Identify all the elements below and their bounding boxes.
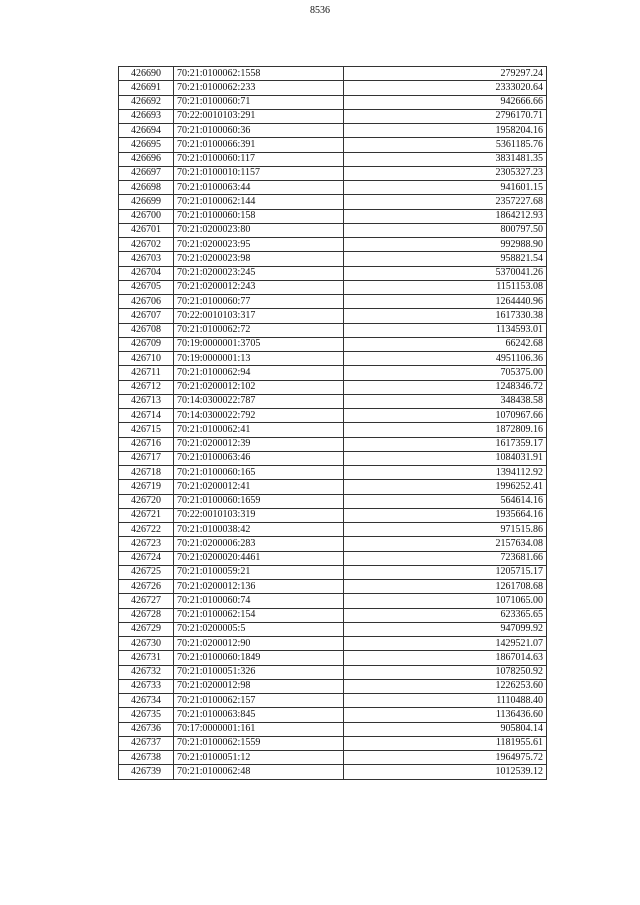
cadastral-number-cell: 70:21:0100038:42: [174, 523, 344, 537]
row-number-cell: 426708: [119, 323, 174, 337]
row-number-cell: 426732: [119, 665, 174, 679]
cadastral-number-cell: 70:21:0100060:158: [174, 209, 344, 223]
cadastral-number-cell: 70:21:0100062:72: [174, 323, 344, 337]
table-row: [119, 565, 547, 579]
cadastral-number-cell: 70:21:0100060:36: [174, 124, 344, 138]
row-number-cell: 426720: [119, 494, 174, 508]
cadastral-number-cell: 70:21:0100062:154: [174, 608, 344, 622]
page-number: 8536: [310, 5, 330, 16]
cadastral-value-cell: 2796170.71: [344, 109, 547, 123]
table-row: [119, 352, 547, 366]
cadastral-number-cell: 70:21:0100063:46: [174, 451, 344, 465]
table-row: [119, 508, 547, 522]
cadastral-number-cell: 70:21:0100060:1849: [174, 651, 344, 665]
cadastral-value-cell: 905804.14: [344, 722, 547, 736]
row-number-cell: 426704: [119, 266, 174, 280]
cadastral-value-cell: 1248346.72: [344, 380, 547, 394]
cadastral-value-cell: 1429521.07: [344, 637, 547, 651]
table-row: [119, 366, 547, 380]
cadastral-number-cell: 70:21:0200012:136: [174, 580, 344, 594]
cadastral-value-cell: 1134593.01: [344, 323, 547, 337]
row-number-cell: 426695: [119, 138, 174, 152]
row-number-cell: 426714: [119, 409, 174, 423]
cadastral-value-cell: 1078250.92: [344, 665, 547, 679]
table-row: [119, 751, 547, 765]
table-row: [119, 138, 547, 152]
cadastral-value-cell: 1151153.08: [344, 280, 547, 294]
cadastral-value-cell: 2305327.23: [344, 166, 547, 180]
row-number-cell: 426703: [119, 252, 174, 266]
cadastral-number-cell: 70:21:0100062:144: [174, 195, 344, 209]
table-row: [119, 223, 547, 237]
table-row: [119, 337, 547, 351]
table-row: [119, 166, 547, 180]
cadastral-number-cell: 70:21:0100051:326: [174, 665, 344, 679]
cadastral-value-cell: 723681.66: [344, 551, 547, 565]
table-row: [119, 736, 547, 750]
row-number-cell: 426707: [119, 309, 174, 323]
cadastral-value-cell: 1964975.72: [344, 751, 547, 765]
cadastral-value-cell: 1205715.17: [344, 565, 547, 579]
table-row: [119, 380, 547, 394]
cadastral-number-cell: 70:21:0100059:21: [174, 565, 344, 579]
cadastral-number-cell: 70:21:0200023:95: [174, 238, 344, 252]
table-row: [119, 765, 547, 779]
cadastral-value-cell: 1084031.91: [344, 451, 547, 465]
cadastral-number-cell: 70:21:0200012:90: [174, 637, 344, 651]
table-row: [119, 409, 547, 423]
table-row: [119, 95, 547, 109]
cadastral-number-cell: 70:21:0100062:1558: [174, 67, 344, 81]
cadastral-value-cell: 1958204.16: [344, 124, 547, 138]
cadastral-value-cell: 947099.92: [344, 622, 547, 636]
row-number-cell: 426739: [119, 765, 174, 779]
table-row: [119, 81, 547, 95]
row-number-cell: 426699: [119, 195, 174, 209]
cadastral-value-cell: 1261708.68: [344, 580, 547, 594]
table-row: [119, 708, 547, 722]
cadastral-value-cell: 1181955.61: [344, 736, 547, 750]
row-number-cell: 426723: [119, 537, 174, 551]
table-row: [119, 722, 547, 736]
table-row: [119, 694, 547, 708]
table-row: [119, 309, 547, 323]
cadastral-value-cell: 1935664.16: [344, 508, 547, 522]
table-row: [119, 679, 547, 693]
row-number-cell: 426735: [119, 708, 174, 722]
cadastral-number-cell: 70:21:0100060:77: [174, 295, 344, 309]
cadastral-value-cell: 5361185.76: [344, 138, 547, 152]
table-row: [119, 67, 547, 81]
row-number-cell: 426715: [119, 423, 174, 437]
table-row: [119, 537, 547, 551]
cadastral-value-cell: 66242.68: [344, 337, 547, 351]
row-number-cell: 426694: [119, 124, 174, 138]
cadastral-number-cell: 70:21:0200023:80: [174, 223, 344, 237]
table-row: [119, 124, 547, 138]
table-row: [119, 209, 547, 223]
table-row: [119, 551, 547, 565]
table-row: [119, 651, 547, 665]
row-number-cell: 426717: [119, 451, 174, 465]
cadastral-number-cell: 70:21:0100062:41: [174, 423, 344, 437]
cadastral-number-cell: 70:21:0100066:391: [174, 138, 344, 152]
row-number-cell: 426696: [119, 152, 174, 166]
cadastral-number-cell: 70:19:0000001:13: [174, 352, 344, 366]
table-row: [119, 423, 547, 437]
cadastral-value-cell: 1867014.63: [344, 651, 547, 665]
cadastral-value-cell: 623365.65: [344, 608, 547, 622]
row-number-cell: 426693: [119, 109, 174, 123]
cadastral-value-cell: 279297.24: [344, 67, 547, 81]
row-number-cell: 426706: [119, 295, 174, 309]
cadastral-value-cell: 1394112.92: [344, 466, 547, 480]
cadastral-value-cell: 348438.58: [344, 394, 547, 408]
table-row: [119, 466, 547, 480]
row-number-cell: 426691: [119, 81, 174, 95]
cadastral-value-cell: 1617359.17: [344, 437, 547, 451]
row-number-cell: 426725: [119, 565, 174, 579]
cadastral-number-cell: 70:21:0200020:4461: [174, 551, 344, 565]
cadastral-value-cell: 958821.54: [344, 252, 547, 266]
row-number-cell: 426702: [119, 238, 174, 252]
table-row: [119, 394, 547, 408]
cadastral-value-cell: 971515.86: [344, 523, 547, 537]
table-row: [119, 594, 547, 608]
table-row: [119, 494, 547, 508]
row-number-cell: 426716: [119, 437, 174, 451]
row-number-cell: 426731: [119, 651, 174, 665]
row-number-cell: 426709: [119, 337, 174, 351]
cadastral-number-cell: 70:14:0300022:792: [174, 409, 344, 423]
cadastral-value-cell: 2333020.64: [344, 81, 547, 95]
cadastral-number-cell: 70:21:0100060:117: [174, 152, 344, 166]
row-number-cell: 426711: [119, 366, 174, 380]
cadastral-number-cell: 70:21:0200012:102: [174, 380, 344, 394]
row-number-cell: 426719: [119, 480, 174, 494]
row-number-cell: 426730: [119, 637, 174, 651]
cadastral-number-cell: 70:21:0100060:71: [174, 95, 344, 109]
table-row: [119, 451, 547, 465]
cadastral-number-cell: 70:21:0200012:39: [174, 437, 344, 451]
row-number-cell: 426727: [119, 594, 174, 608]
cadastral-number-cell: 70:21:0100051:12: [174, 751, 344, 765]
cadastral-value-cell: 2157634.08: [344, 537, 547, 551]
table-row: [119, 295, 547, 309]
table-row: [119, 195, 547, 209]
cadastral-value-cell: 1872809.16: [344, 423, 547, 437]
cadastral-number-cell: 70:21:0100010:1157: [174, 166, 344, 180]
cadastral-value-cell: 1110488.40: [344, 694, 547, 708]
cadastral-value-cell: 1071065.00: [344, 594, 547, 608]
cadastral-number-cell: 70:21:0100063:845: [174, 708, 344, 722]
table-row: [119, 266, 547, 280]
row-number-cell: 426718: [119, 466, 174, 480]
cadastral-value-cell: 1012539.12: [344, 765, 547, 779]
cadastral-value-cell: 564614.16: [344, 494, 547, 508]
cadastral-number-cell: 70:14:0300022:787: [174, 394, 344, 408]
cadastral-number-cell: 70:22:0010103:317: [174, 309, 344, 323]
row-number-cell: 426713: [119, 394, 174, 408]
table-row: [119, 238, 547, 252]
row-number-cell: 426692: [119, 95, 174, 109]
cadastral-value-cell: 1226253.60: [344, 679, 547, 693]
table-row: [119, 252, 547, 266]
cadastral-number-cell: 70:21:0200012:98: [174, 679, 344, 693]
cadastral-number-cell: 70:19:0000001:3705: [174, 337, 344, 351]
table-row: [119, 580, 547, 594]
row-number-cell: 426724: [119, 551, 174, 565]
cadastral-value-cell: 1264440.96: [344, 295, 547, 309]
row-number-cell: 426705: [119, 280, 174, 294]
cadastral-number-cell: 70:21:0200023:245: [174, 266, 344, 280]
row-number-cell: 426728: [119, 608, 174, 622]
cadastral-number-cell: 70:21:0100060:165: [174, 466, 344, 480]
cadastral-number-cell: 70:21:0100062:48: [174, 765, 344, 779]
row-number-cell: 426738: [119, 751, 174, 765]
table-row: [119, 637, 547, 651]
cadastral-value-cell: 1864212.93: [344, 209, 547, 223]
row-number-cell: 426729: [119, 622, 174, 636]
row-number-cell: 426721: [119, 508, 174, 522]
cadastral-value-cell: 942666.66: [344, 95, 547, 109]
cadastral-value-cell: 4951106.36: [344, 352, 547, 366]
cadastral-value-cell: 992988.90: [344, 238, 547, 252]
row-number-cell: 426726: [119, 580, 174, 594]
row-number-cell: 426733: [119, 679, 174, 693]
row-number-cell: 426712: [119, 380, 174, 394]
cadastral-number-cell: 70:21:0200005:5: [174, 622, 344, 636]
table-row: [119, 608, 547, 622]
cadastral-number-cell: 70:17:0000001:161: [174, 722, 344, 736]
table-row: [119, 109, 547, 123]
table-body: [119, 67, 547, 780]
cadastral-number-cell: 70:21:0200023:98: [174, 252, 344, 266]
table-row: [119, 480, 547, 494]
cadastral-value-cell: 705375.00: [344, 366, 547, 380]
row-number-cell: 426697: [119, 166, 174, 180]
row-number-cell: 426710: [119, 352, 174, 366]
cadastral-number-cell: 70:22:0010103:319: [174, 508, 344, 522]
cadastral-value-cell: 1617330.38: [344, 309, 547, 323]
cadastral-number-cell: 70:21:0100062:233: [174, 81, 344, 95]
row-number-cell: 426736: [119, 722, 174, 736]
row-number-cell: 426698: [119, 181, 174, 195]
cadastral-number-cell: 70:21:0200012:41: [174, 480, 344, 494]
cadastral-number-cell: 70:21:0100060:74: [174, 594, 344, 608]
table-row: [119, 665, 547, 679]
row-number-cell: 426734: [119, 694, 174, 708]
cadastral-value-table: [118, 66, 547, 780]
row-number-cell: 426690: [119, 67, 174, 81]
row-number-cell: 426737: [119, 736, 174, 750]
row-number-cell: 426701: [119, 223, 174, 237]
cadastral-value-cell: 5370041.26: [344, 266, 547, 280]
cadastral-number-cell: 70:21:0200006:283: [174, 537, 344, 551]
cadastral-value-cell: 1136436.60: [344, 708, 547, 722]
cadastral-value-cell: 3831481.35: [344, 152, 547, 166]
table-row: [119, 622, 547, 636]
cadastral-number-cell: 70:21:0200012:243: [174, 280, 344, 294]
cadastral-number-cell: 70:21:0100062:157: [174, 694, 344, 708]
cadastral-number-cell: 70:21:0100060:1659: [174, 494, 344, 508]
table-row: [119, 181, 547, 195]
table-row: [119, 437, 547, 451]
cadastral-value-cell: 2357227.68: [344, 195, 547, 209]
table-row: [119, 523, 547, 537]
cadastral-value-cell: 941601.15: [344, 181, 547, 195]
cadastral-value-cell: 800797.50: [344, 223, 547, 237]
cadastral-number-cell: 70:22:0010103:291: [174, 109, 344, 123]
cadastral-value-cell: 1070967.66: [344, 409, 547, 423]
cadastral-value-cell: 1996252.41: [344, 480, 547, 494]
table-row: [119, 152, 547, 166]
row-number-cell: 426722: [119, 523, 174, 537]
cadastral-number-cell: 70:21:0100062:94: [174, 366, 344, 380]
row-number-cell: 426700: [119, 209, 174, 223]
cadastral-number-cell: 70:21:0100063:44: [174, 181, 344, 195]
table-row: [119, 323, 547, 337]
table-row: [119, 280, 547, 294]
cadastral-number-cell: 70:21:0100062:1559: [174, 736, 344, 750]
